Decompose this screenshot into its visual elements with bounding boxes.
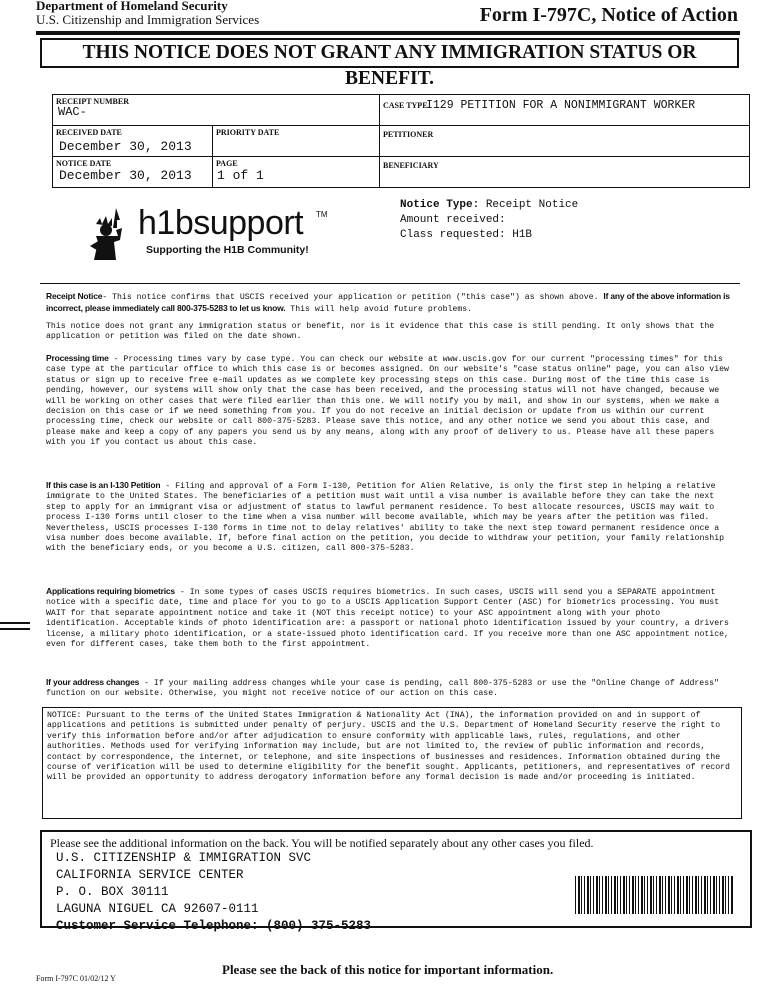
biometrics-text: - In some types of cases USCIS requires biometrics. In such cases, USCIS will send you a SEPARATE appointment notice with a specific date, time and place for you to go to a USCIS Application Support Center (ASC) for biometrics processing. You must WAIT for that separate appointment notice and take it (NOT this receipt notice) to your ASC appointment along with your photo identification. Acceptable kinds of photo identification are: a passport or national photo identification issued by your country, a drivers license, a military photo identification, or a state-issued photo identification card. If you receive more than one ASC appointment notice, even for different cases, take them both to the first appointment. <box>46 588 729 650</box>
customer-service-phone: Customer Service Telephone: (800) 375-5283 <box>56 919 372 933</box>
address-heading: If your address changes <box>46 677 140 687</box>
agency-name: U.S. Citizenship and Immigration Services <box>36 12 260 27</box>
processing-time-paragraph <box>46 353 736 449</box>
statue-of-liberty-icon <box>86 206 134 262</box>
received-date-box <box>52 125 213 157</box>
i130-text: - Filing and approval of a Form I-130, Petition for Alien Relative, is only the first step in helping a relative immigrate to the United States. The beneficiaries of a petition must wait until a visa number is available before they can take the next step to apply for an immigrant visa or adjustment of status to lawful permanent residence. To best allocate resources, USCIS may wait to process I-130 forms until closer to the time when a visa number will become available, which may be years after the petition was filed. Nevertheless, USCIS processes I-130 forms in time not to delay relatives' ability to take the next step toward permanent residence once a visa number does become available. If, before final action on the petition, you decide to withdraw your petition, your family relationship with the beneficiary ends, or you become a U.S. citizen, call 800-375-5283. <box>46 482 725 554</box>
margin-mark <box>0 628 30 630</box>
form-id: Form I-797C 01/02/12 Y <box>36 974 116 983</box>
case-type-box <box>379 94 750 126</box>
mailing-line-4: LAGUNA NIGUEL CA 92607-0111 <box>56 902 259 916</box>
case-type: I129 PETITION FOR A NONIMMIGRANT WORKER <box>426 99 696 112</box>
beneficiary-box <box>379 156 750 188</box>
page-number: 1 of 1 <box>217 168 264 183</box>
amount-received-label: Amount received: <box>400 214 506 226</box>
processing-text: - Processing times vary by case type. You can check our website at www.uscis.gov for our current "processing times" for this case type at the particular office to which this case is or becomes assigned. On our website's "case status online" page, you can also view status or sign up to receive free e-mail updates as we complete key processing steps on this case. During most of the time this case is pending, however, our systems will show only that the case has been received, and the processing status will not have changed, because we will be working on other cases that were filed earlier than this one. We will notify you by mail, and show in our systems, when we make a decision on this case or if we need something from you. If you do not receive an initial decision or update from us within our current processing time, check our website or call 800-375-5283. Please save this notice, and any other notice we send you about this case, and please make and keep a copy of any papers you send us by any means, along with any proof of delivery to us. Please have all these papers with you if you contact us about this case. <box>46 355 729 448</box>
receipt-notice-text: - This notice confirms that USCIS received your application or petition ("this case") as shown above. <box>102 293 599 302</box>
h1bsupport-logo <box>86 206 346 266</box>
petitioner-box <box>379 125 750 157</box>
i130-paragraph <box>46 480 736 555</box>
receipt-notice-heading: Receipt Notice <box>46 291 103 301</box>
receipt-notice-bold: If any of the above information is incorrect, please immediately call 800-375-5283 to let us know. <box>46 291 730 314</box>
petitioner-label: PETITIONER <box>383 130 434 139</box>
additional-info-notice: Please see the additional information on the back. You will be notified separately about any other cases you filed. <box>50 836 594 850</box>
no-grant-paragraph: This notice does not grant any immigration status or benefit, nor is it evidence that this case is still pending. It only shows that the application or petition was filed on the date shown. <box>46 322 715 342</box>
priority-date-box <box>212 125 380 157</box>
logo-tagline: Supporting the H1B Community! <box>146 244 309 256</box>
receipt-number: WAC- <box>58 105 87 119</box>
receipt-notice-tail: This will help avoid future problems. <box>290 305 473 315</box>
barcode <box>575 876 733 914</box>
beneficiary-label: BENEFICIARY <box>383 161 439 170</box>
section-divider <box>40 283 740 284</box>
priority-date-label: PRIORITY DATE <box>216 128 280 137</box>
mailing-line-2: CALIFORNIA SERVICE CENTER <box>56 868 244 882</box>
case-type-label: CASE TYPE <box>383 101 428 110</box>
receipt-notice-paragraph <box>46 291 736 316</box>
address-change-paragraph <box>46 677 736 700</box>
biometrics-paragraph <box>46 586 736 650</box>
brand-name: h1bsupport <box>138 204 304 242</box>
notice-date-box <box>52 156 213 188</box>
address-text: - If your mailing address changes while your case is pending, call 800-375-5283 or use the "Online Change of Address" function on our website. Otherwise, you might not receive notice of our action on this case. <box>46 679 719 699</box>
notice-date-label: NOTICE DATE <box>56 159 112 168</box>
notice-type-block <box>400 198 578 243</box>
mailing-line-3: P. O. BOX 30111 <box>56 885 169 899</box>
biometrics-heading: Applications requiring biometrics <box>46 586 175 596</box>
processing-heading: Processing time <box>46 353 109 363</box>
legal-notice-text: NOTICE: Pursuant to the terms of the United States Immigration & Nationality Act (INA), the information provided on and in support of applications and petitions is submitted under penalty of perjury. USCIS and the U.S. Department of Homeland Security reserve the right to verify this information before and/or after adjudication to ensure conformity with applicable laws, rules, regulations, and other authorities. Methods used for verifying information may include, but are not limited to, the review of public information and records, contact by correspondence, the internet, or telephone, and site inspections of businesses and residences. Information obtained during the course of verification will be used to determine eligibility for the benefit sought. Applicants, petitioners, and representatives of record will be provided an opportunity to address derogatory information before any formal decision is made and/or proceeding is initiated. <box>47 711 730 783</box>
received-date: December 30, 2013 <box>59 139 192 154</box>
form-title: Form I-797C, Notice of Action <box>479 4 738 26</box>
class-requested-label: Class requested: <box>400 229 506 241</box>
page-label: PAGE <box>216 159 238 168</box>
trademark: TM <box>316 210 328 219</box>
class-requested-value: H1B <box>512 229 533 241</box>
header-rule <box>36 31 740 35</box>
page-box <box>212 156 380 188</box>
legal-notice-box <box>42 707 742 819</box>
notice-type-label: Notice Type: <box>400 199 480 211</box>
i130-heading: If this case is an I-130 Petition <box>46 480 161 490</box>
mailing-line-1: U.S. CITIZENSHIP & IMMIGRATION SVC <box>56 851 312 865</box>
receipt-number-box <box>52 94 380 126</box>
notice-type-value: Receipt Notice <box>485 199 579 211</box>
margin-mark <box>0 622 30 624</box>
receipt-number-label: RECEIPT NUMBER <box>56 97 129 106</box>
notice-date: December 30, 2013 <box>59 168 192 183</box>
back-of-notice-text: Please see the back of this notice for important information. <box>222 962 554 977</box>
no-benefit-banner: THIS NOTICE DOES NOT GRANT ANY IMMIGRATION STATUS OR BENEFIT. <box>40 38 739 68</box>
department-name: Department of Homeland Security <box>36 0 228 13</box>
received-date-label: RECEIVED DATE <box>56 128 122 137</box>
